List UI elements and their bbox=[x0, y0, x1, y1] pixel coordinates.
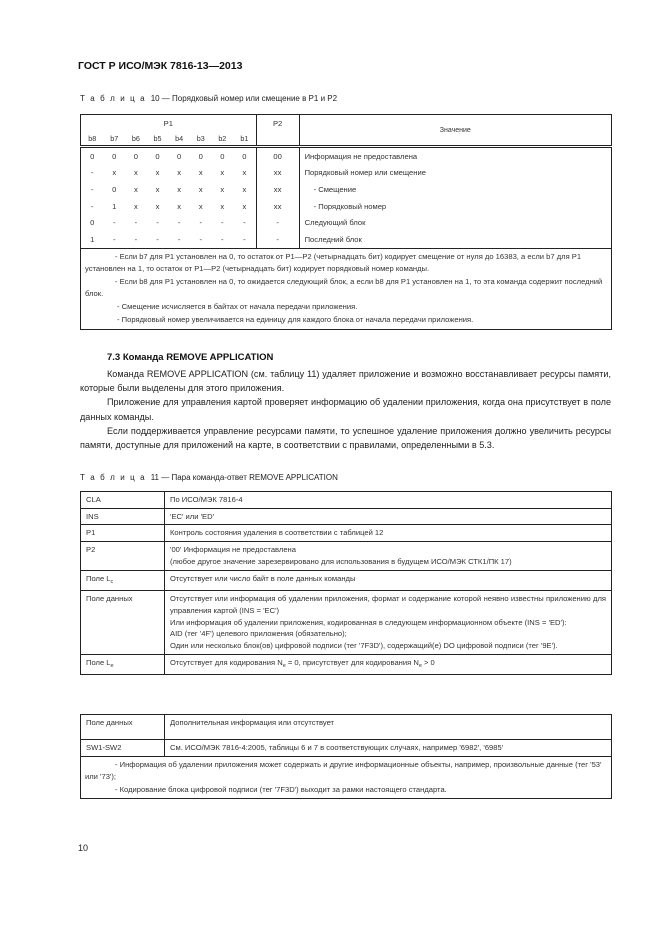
row-key bbox=[81, 654, 165, 675]
table-row bbox=[81, 165, 612, 182]
meaning-value: Последний блок bbox=[299, 231, 611, 248]
note: - Кодирование блока цифровой подписи (тег '7F3D') выходит за рамки настоящего стандарта. bbox=[115, 784, 447, 794]
bit-value: 0 bbox=[133, 151, 138, 161]
bit-value: - bbox=[113, 218, 116, 228]
bit-value: x bbox=[177, 201, 181, 211]
table-11-command bbox=[80, 491, 612, 675]
meaning-value: Следующий блок bbox=[299, 214, 611, 231]
value-line: '00' Информация не предоставлена bbox=[170, 545, 296, 555]
bit-value: - bbox=[177, 218, 181, 228]
meaning-value: - Порядковый номер bbox=[299, 198, 611, 215]
p2-value: - bbox=[256, 214, 299, 231]
bit-value: 0 bbox=[155, 151, 160, 161]
bit-value: x bbox=[220, 168, 225, 178]
row-key: SW1-SW2 bbox=[81, 740, 165, 757]
row-value bbox=[165, 542, 612, 570]
subscript: e bbox=[418, 662, 422, 669]
row-key bbox=[81, 570, 165, 591]
bit-value: 0 bbox=[198, 151, 203, 161]
value-text: Отсутствует для кодирования N bbox=[170, 657, 283, 667]
subscript: e bbox=[110, 662, 114, 669]
paragraph: Команда REMOVE APPLICATION (см. таблицу 11) удаляет приложение и возможно восстанавливает ресурсы памяти, которые были выделены для этого приложения. bbox=[80, 369, 611, 394]
row-key: P1 bbox=[81, 525, 165, 542]
table10-caption-prefix: Т а б л и ц а bbox=[80, 94, 147, 103]
bit-value: x bbox=[242, 184, 247, 194]
bit-value: x bbox=[133, 184, 138, 194]
table-row bbox=[81, 715, 612, 740]
p2-value: xx bbox=[256, 198, 299, 215]
bit-value: - bbox=[243, 218, 246, 228]
value-line: Или информация об удалении приложения, кодированная в следующем информационном объекте (INS = 'ED'): bbox=[170, 617, 567, 627]
bit-value: x bbox=[177, 168, 181, 178]
row-key: CLA bbox=[81, 492, 165, 509]
table-row bbox=[81, 756, 612, 799]
table-row bbox=[81, 492, 612, 509]
table11-notes bbox=[81, 756, 612, 799]
table-row bbox=[81, 525, 612, 542]
table-row bbox=[81, 198, 612, 215]
p2-value: xx bbox=[256, 181, 299, 198]
row-key: INS bbox=[81, 508, 165, 525]
table-row bbox=[81, 147, 612, 165]
row-key: Поле данных bbox=[81, 591, 165, 655]
bit-value: - bbox=[134, 234, 138, 244]
row-value bbox=[165, 591, 612, 655]
header-value: Значение bbox=[299, 115, 611, 147]
p2-value: 00 bbox=[256, 147, 299, 165]
table-row bbox=[81, 181, 612, 198]
p2-value: - bbox=[256, 231, 299, 248]
bit-value: - bbox=[81, 181, 104, 198]
value-line: Отсутствует или информация об удалении приложения, формат и содержание которой неявно известны приложению для управления картой (INS = 'EC') bbox=[170, 594, 606, 615]
bit-value: - bbox=[243, 234, 246, 244]
bit-value: - bbox=[81, 165, 104, 182]
paragraph: Если поддерживается управление ресурсами памяти, то успешное удаление приложения должно увеличить ресурсы памяти, доступные для приложений на карте, в соответствии с правилами, определенными в 5.3. bbox=[80, 425, 611, 451]
bit-label: b1 bbox=[233, 131, 256, 147]
bit-value: x bbox=[198, 168, 203, 178]
bit-value: x bbox=[112, 168, 117, 178]
row-value: 'EC' или 'ED' bbox=[165, 508, 612, 525]
value-line: Один или несколько блок(ов) цифровой подписи (тег '7F3D'), содержащий(е) DO цифровой подписи (тег '9E'). bbox=[170, 641, 558, 651]
value-line: (любое другое значение зарезервировано для использования в будущем ИСО/МЭК СТК1/ПК 17) bbox=[170, 556, 512, 566]
row-key: P2 bbox=[81, 542, 165, 570]
bit-label: b2 bbox=[212, 131, 234, 147]
table10-caption bbox=[80, 94, 337, 103]
bit-value: x bbox=[133, 201, 138, 211]
bit-value: - bbox=[134, 218, 138, 228]
bit-value: x bbox=[220, 184, 225, 194]
bit-value: - bbox=[199, 218, 202, 228]
subscript: e bbox=[282, 662, 286, 669]
key-text: Поле L bbox=[86, 657, 111, 667]
bit-label: b6 bbox=[125, 131, 147, 147]
meaning-value: - Смещение bbox=[299, 181, 611, 198]
header-p1: P1 bbox=[81, 115, 257, 132]
p2-value: xx bbox=[256, 165, 299, 182]
table-row bbox=[81, 654, 612, 675]
bit-value: x bbox=[242, 201, 247, 211]
table11-caption bbox=[80, 473, 338, 482]
row-key: Поле данных bbox=[81, 715, 165, 740]
table-row bbox=[81, 508, 612, 525]
bit-value: 0 bbox=[81, 147, 104, 165]
section-title: 7.3 Команда REMOVE APPLICATION bbox=[107, 352, 274, 363]
note: - Если b8 для P1 установлен на 0, то ожидается следующий блок, а если b8 для P1 установлен на 1, то эта команда содержит последний блок. bbox=[85, 276, 603, 299]
note: - Смещение исчисляется в байтах от начала передачи приложения. bbox=[117, 301, 358, 311]
bit-label: b8 bbox=[81, 131, 104, 147]
table10-notes bbox=[81, 248, 612, 330]
row-value: Дополнительная информация или отсутствует bbox=[165, 715, 612, 740]
bit-value: - bbox=[177, 234, 181, 244]
bit-value: - bbox=[113, 234, 116, 244]
table-row bbox=[81, 740, 612, 757]
subscript: c bbox=[110, 578, 114, 585]
bit-value: 0 bbox=[81, 214, 104, 231]
bit-value: - bbox=[199, 234, 202, 244]
bit-value: x bbox=[155, 184, 160, 194]
bit-value: - bbox=[156, 218, 159, 228]
row-value: Отсутствует или число байт в поле данных команды bbox=[165, 570, 612, 591]
value-line: AID (тег '4F') целевого приложения (обязательно); bbox=[170, 629, 347, 639]
value-text: > 0 bbox=[421, 657, 435, 667]
note: - Порядковый номер увеличивается на единицу для каждого блока от начала передачи приложения. bbox=[117, 314, 474, 324]
meaning-value: Порядковый номер или смещение bbox=[299, 165, 611, 182]
bit-value: x bbox=[155, 168, 160, 178]
header-p2: P2 bbox=[256, 115, 299, 147]
table-row bbox=[81, 542, 612, 570]
row-value: По ИСО/МЭК 7816-4 bbox=[165, 492, 612, 509]
bit-value: x bbox=[133, 168, 138, 178]
key-text: Поле L bbox=[86, 573, 111, 583]
table11-caption-prefix: Т а б л и ц а bbox=[80, 473, 147, 482]
note: - Информация об удалении приложения может содержать и другие информационные объекты, например, произвольные данные (тег '53' или '73'); bbox=[85, 759, 602, 782]
meaning-value: Информация не предоставлена bbox=[299, 147, 611, 165]
bit-value: x bbox=[198, 184, 203, 194]
bit-label: b5 bbox=[147, 131, 169, 147]
bit-value: x bbox=[177, 184, 181, 194]
section-body bbox=[80, 367, 611, 452]
bit-value: x bbox=[198, 201, 203, 211]
table10-caption-title: 10 — Порядковый номер или смещение в P1 и P2 bbox=[150, 94, 338, 103]
bit-label: b3 bbox=[190, 131, 212, 147]
bit-value: x bbox=[242, 168, 247, 178]
bit-value: x bbox=[155, 201, 160, 211]
table-10 bbox=[80, 114, 612, 330]
table-row bbox=[81, 214, 612, 231]
row-value bbox=[165, 654, 612, 675]
bit-value: x bbox=[220, 201, 225, 211]
bit-value: 1 bbox=[112, 201, 117, 211]
bit-value: - bbox=[81, 198, 104, 215]
table-11-response bbox=[80, 714, 612, 799]
table-row bbox=[81, 570, 612, 591]
bit-value: 0 bbox=[112, 151, 117, 161]
table-row bbox=[81, 231, 612, 248]
bit-value: 1 bbox=[81, 231, 104, 248]
value-text: = 0, присутствует для кодирования N bbox=[285, 657, 419, 667]
bit-value: 0 bbox=[220, 151, 225, 161]
table-row bbox=[81, 591, 612, 655]
page-number: 10 bbox=[78, 843, 89, 853]
row-value: См. ИСО/МЭК 7816-4:2005, таблицы 6 и 7 в соответствующих случаях, например '6982', '6985' bbox=[165, 740, 612, 757]
bit-value: 0 bbox=[112, 184, 117, 194]
row-value: Контроль состояния удаления в соответствии с таблицей 12 bbox=[165, 525, 612, 542]
bit-value: 0 bbox=[176, 151, 182, 161]
bit-label: b7 bbox=[103, 131, 125, 147]
bit-value: - bbox=[221, 234, 224, 244]
paragraph: Приложение для управления картой проверяет информацию об удалении приложения, когда она присутствует в поле данных команды. bbox=[80, 397, 611, 422]
note: - Если b7 для P1 установлен на 0, то остаток от P1—P2 (четырнадцать бит) кодирует смещение от нуля до 16383, а если b7 для P1 установлен на 1, то остаток от P1—P2 (четырнадцать бит) кодирует порядковый номер команды. bbox=[85, 251, 582, 274]
bit-value: 0 bbox=[242, 151, 247, 161]
table11-caption-title: 11 — Пара команда-ответ REMOVE APPLICATION bbox=[150, 473, 338, 482]
document-header: ГОСТ Р ИСО/МЭК 7816-13—2013 bbox=[78, 60, 243, 72]
bit-value: - bbox=[221, 218, 224, 228]
bit-label: b4 bbox=[168, 131, 190, 147]
bit-value: - bbox=[156, 234, 159, 244]
